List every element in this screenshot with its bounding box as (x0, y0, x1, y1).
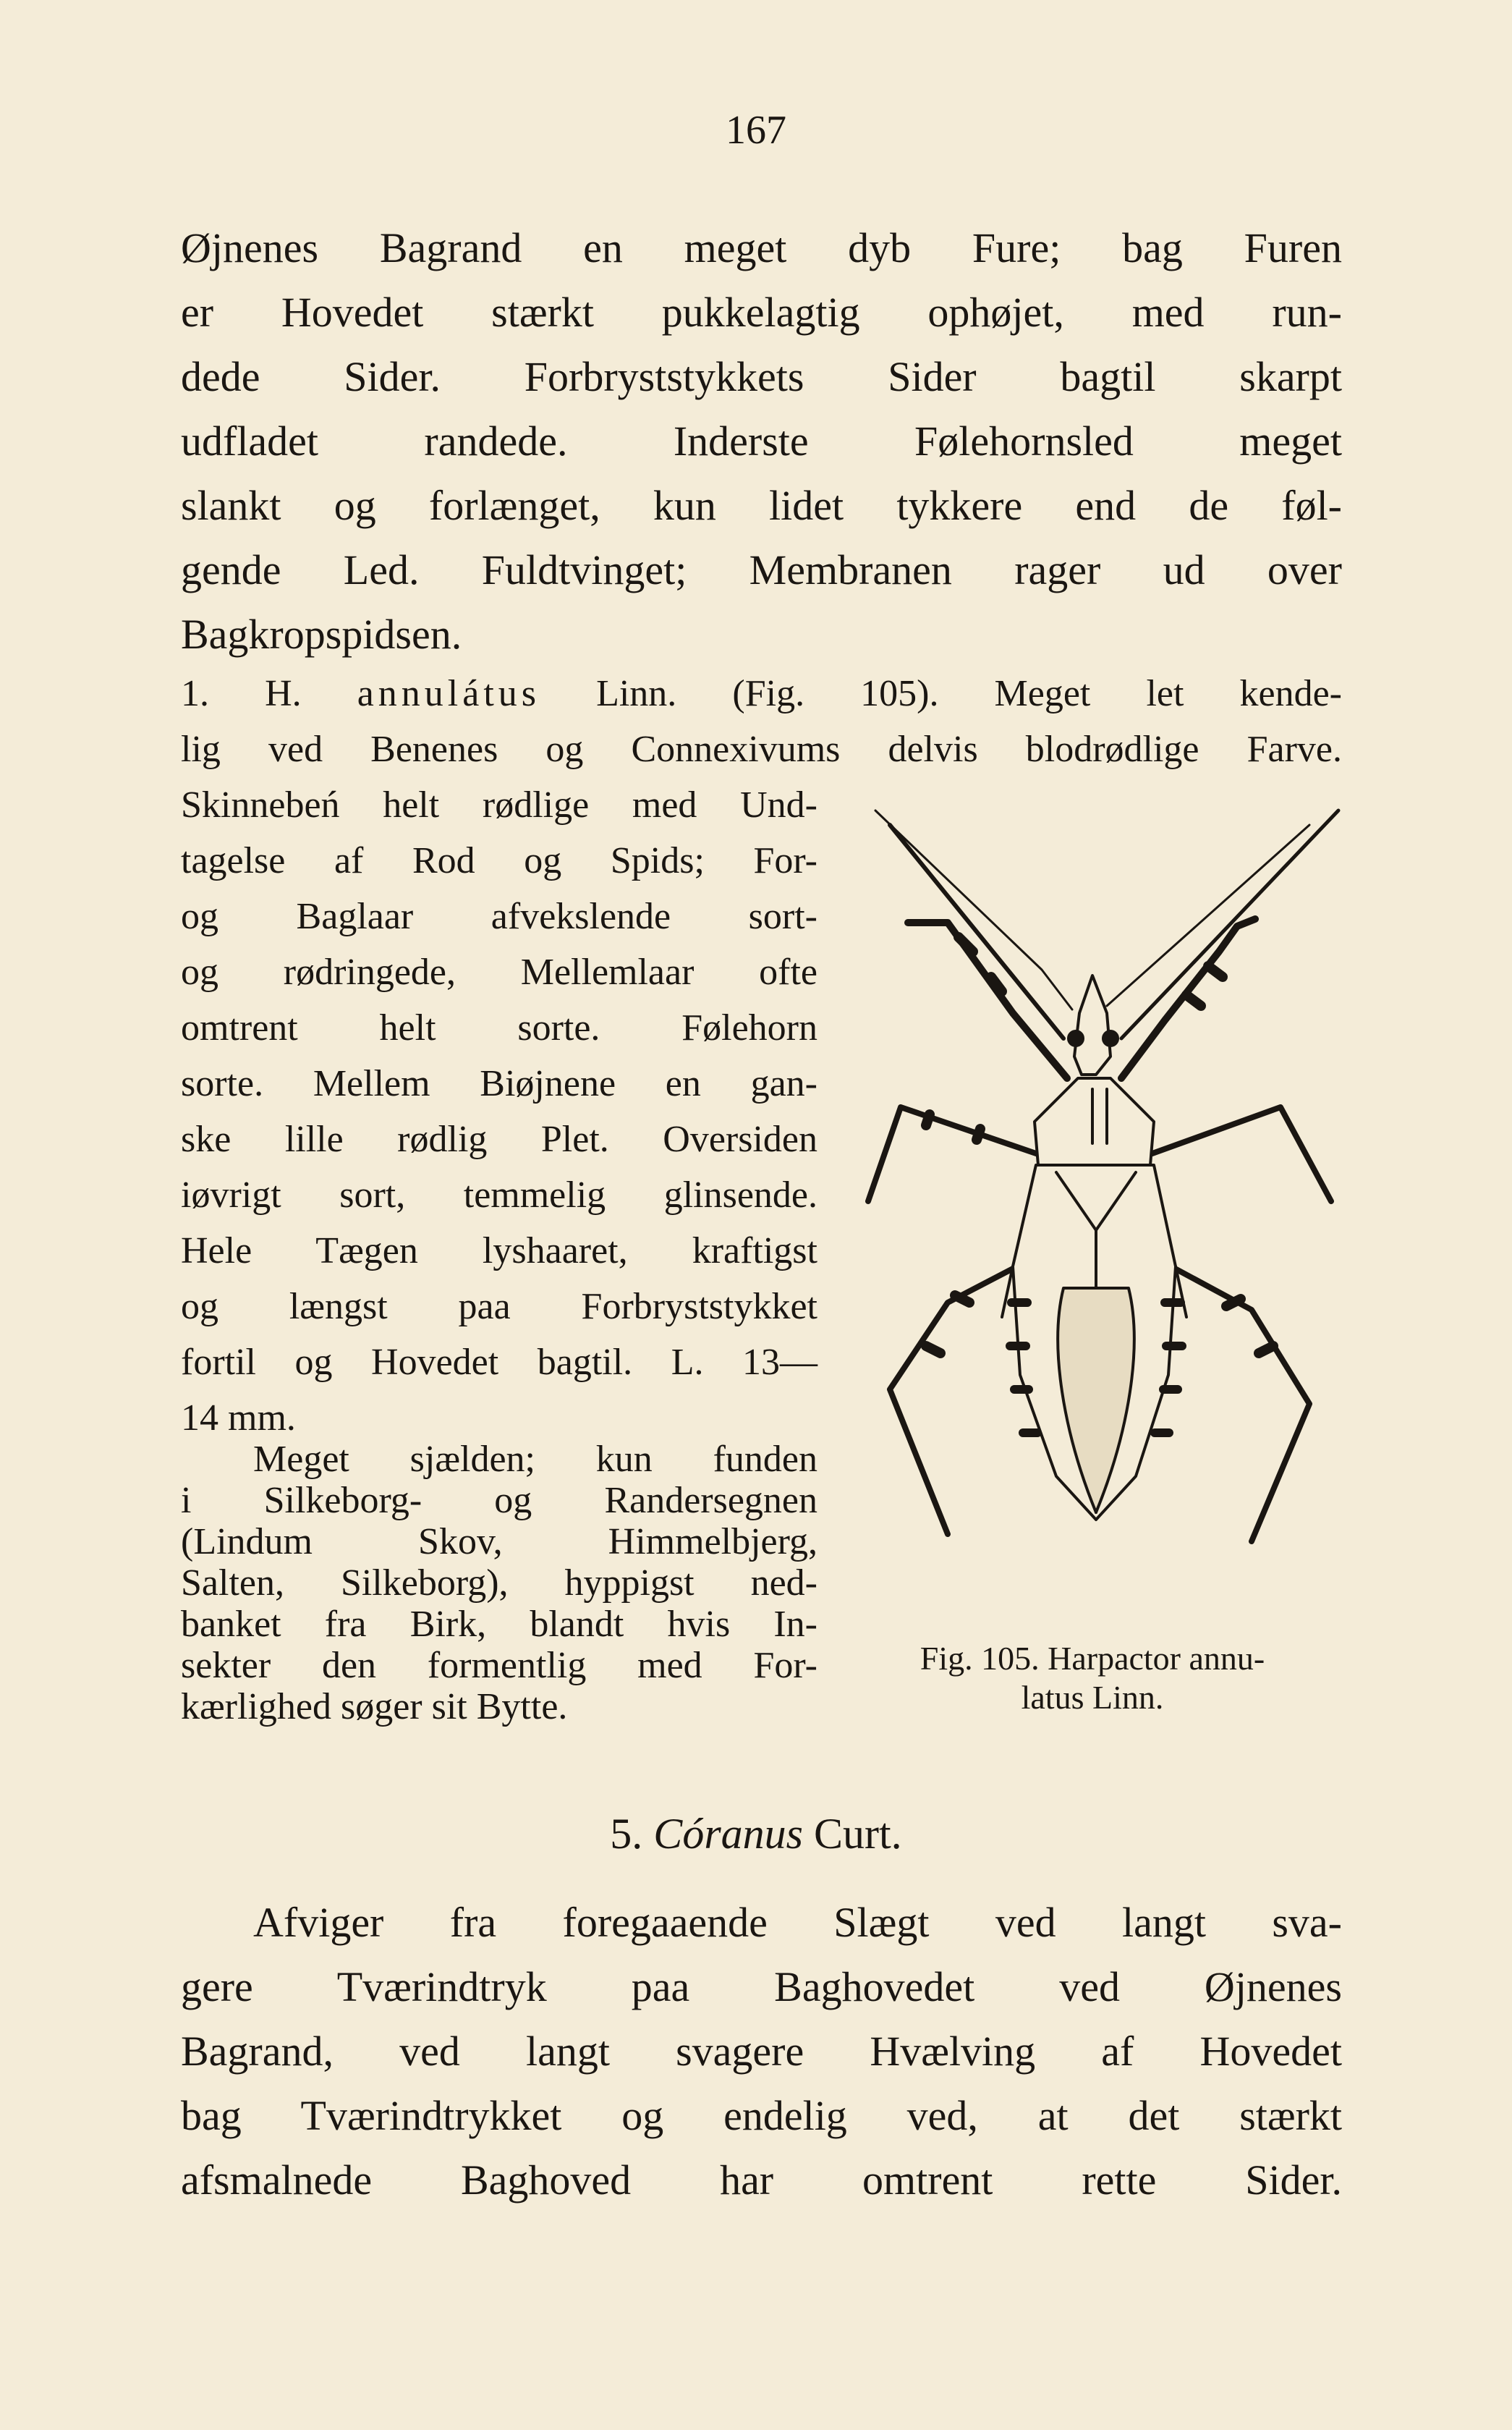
paragraph-coranus-description (181, 1890, 1342, 2212)
text-line: iøvrigt sort, temmelig glinsende. (181, 1174, 817, 1216)
text-line: banket fra Birk, blandt hvis In- (181, 1604, 817, 1645)
text-line: omtrent helt sorte. Følehorn (181, 1007, 817, 1049)
text-line: og rødringede, Mellemlaar ofte (181, 952, 817, 993)
figure-caption (846, 1639, 1338, 1717)
text-line: gere Tværindtryk paa Baghovedet ved Øjnenes (181, 1963, 1342, 2010)
text-line: Øjnenes Bagrand en meget dyb Fure; bag Furen (181, 224, 1342, 271)
text-line: og Baglaar afvekslende sort- (181, 896, 817, 937)
species-description (181, 777, 817, 1446)
genus-name: Córanus (653, 1810, 804, 1858)
species-entry (181, 666, 1342, 777)
text-line: tagelse af Rod og Spids; For- (181, 840, 817, 881)
text-line: Skinnebeń helt rødlige med Und- (181, 784, 817, 826)
text-line: lig ved Benenes og Connexivums delvis blodrødlige Farve. (181, 729, 1342, 770)
section-heading (0, 1809, 1512, 1859)
text-line: bag Tværindtrykket og endelig ved, at det stærkt (181, 2092, 1342, 2139)
text-line: dede Sider. Forbryststykkets Sider bagtil skarpt (181, 353, 1342, 400)
text-line: ske lille rødlig Plet. Oversiden (181, 1119, 817, 1160)
text-line: slankt og forlænget, kun lidet tykkere end de føl- (181, 482, 1342, 529)
species-number: 1. H. (181, 673, 302, 714)
section-number: 5. (610, 1810, 643, 1858)
text-line: udfladet randede. Inderste Følehornsled meget (181, 418, 1342, 465)
page-number: 167 (726, 108, 786, 153)
species-heading-rest: Linn. (Fig. 105). Meget let kende- (596, 673, 1342, 714)
text-line: gende Led. Fuldtvinget; Membranen rager ud over (181, 546, 1342, 593)
text-line: Bagkropspidsen. (181, 611, 462, 658)
species-name: annulátus (357, 673, 541, 714)
text-line: og længst paa Forbryststykket (181, 1286, 817, 1327)
text-line: kærlighed søger sit Bytte. (181, 1686, 568, 1727)
species-heading-line (181, 666, 1342, 721)
caption-line: latus Linn. (1021, 1679, 1164, 1716)
text-line: sekter den formentlig med For- (181, 1645, 817, 1686)
text-line: Bagrand, ved langt svagere Hvælving af Hovedet (181, 2028, 1342, 2075)
text-line: Afviger fra foregaaende Slægt ved langt sva- (253, 1899, 1342, 1946)
genus-author: Curt. (814, 1810, 902, 1858)
text-line: Hele Tægen lyshaaret, kraftigst (181, 1230, 817, 1271)
text-line: Meget sjælden; kun funden (253, 1439, 817, 1480)
text-line: er Hovedet stærkt pukkelagtig ophøjet, med run- (181, 289, 1342, 336)
text-line: i Silkeborg- og Randersegnen (181, 1480, 817, 1521)
text-line: Salten, Silkeborg), hyppigst ned- (181, 1562, 817, 1604)
caption-line: Fig. 105. Harpactor annu- (919, 1640, 1265, 1677)
species-occurrence (181, 1439, 817, 1727)
text-line: afsmalnede Baghoved har omtrent rette Sider. (181, 2156, 1342, 2203)
insect-illustration (846, 796, 1353, 1621)
text-line: sorte. Mellem Biøjnene en gan- (181, 1063, 817, 1104)
text-line: (Lindum Skov, Himmelbjerg, (181, 1521, 817, 1562)
paragraph-genus-description (181, 216, 1342, 666)
text-line: fortil og Hovedet bagtil. L. 13— (181, 1342, 817, 1383)
text-line: 14 mm. (181, 1397, 296, 1439)
